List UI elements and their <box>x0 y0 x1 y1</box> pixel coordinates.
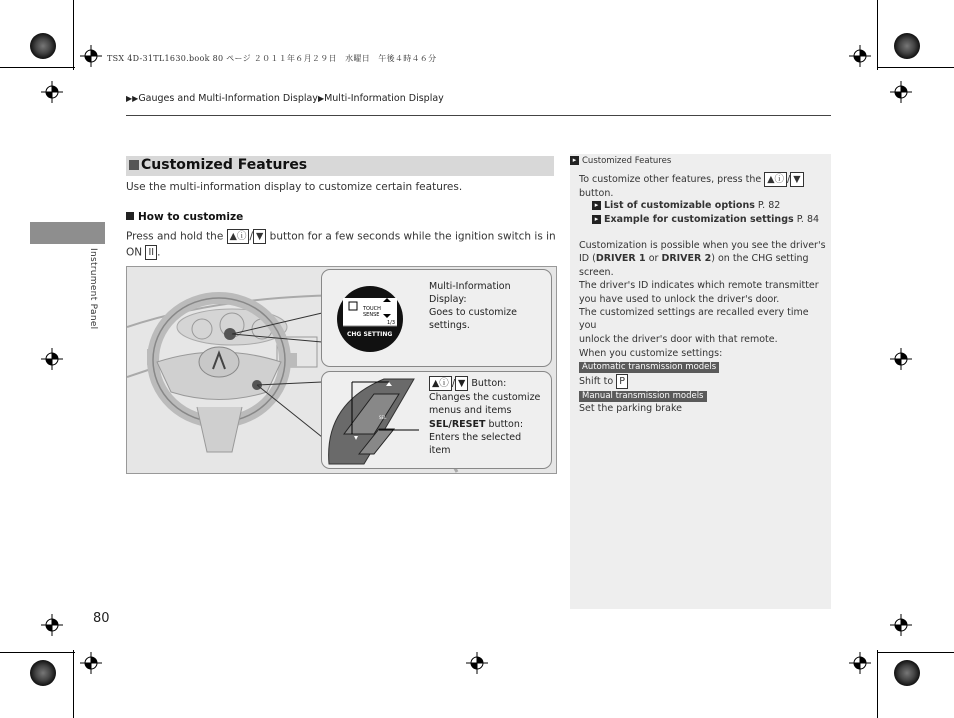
multi-info-display-icon <box>335 284 405 354</box>
registration-mark-icon <box>849 45 871 67</box>
section-title: Customized Features <box>141 157 308 173</box>
registration-mark-icon <box>849 652 871 674</box>
svg-text:SENSE: SENSE <box>363 312 380 318</box>
registration-mark-icon <box>890 614 912 636</box>
display-callout-text: Multi-Information Display: Goes to customize settings. <box>429 281 518 331</box>
sidebar-reference[interactable]: ▸ Example for customization settings P. 84 <box>592 213 819 226</box>
breadcrumb-item[interactable]: Gauges and Multi-Information Display <box>138 93 318 104</box>
display-callout <box>321 269 552 367</box>
steering-switch-icon <box>324 374 419 466</box>
reference-arrow-icon: ▸ <box>592 201 601 210</box>
reference-arrow-icon: ▸ <box>592 215 601 224</box>
svg-text:CHG SETTING: CHG SETTING <box>347 331 393 338</box>
sidebar-settings-conditions: When you customize settings: Automatic transmission models Shift to P Manual transmission models Set the parking brake <box>579 348 723 415</box>
subheading-square-icon <box>126 212 134 220</box>
chapter-tab-label: Instrument Panel <box>88 248 98 330</box>
ignition-on-icon: II <box>145 245 157 260</box>
sidebar-reference[interactable]: ▸ List of customizable options P. 82 <box>592 199 780 212</box>
breadcrumb: ▶▶Gauges and Multi-Information Display▶Multi-Information Display <box>126 93 444 104</box>
manual-transmission-tag: Manual transmission models <box>579 391 707 402</box>
registration-mark-icon <box>41 614 63 636</box>
intro-text: Use the multi-information display to customize certain features. <box>126 181 463 193</box>
arrow-button-callout-text: ▲ⓘ / ▼ Button: Changes the customize menus and items <box>429 378 541 416</box>
steering-wheel-figure <box>126 266 557 474</box>
automatic-transmission-tag: Automatic transmission models <box>579 362 719 373</box>
color-disc-bottom-left <box>30 660 56 686</box>
info-up-button-icon: ▲ⓘ <box>429 376 452 391</box>
down-button-icon: ▼ <box>253 229 266 244</box>
print-file-info: TSX 4D-31TL1630.book 80 ページ ２０１１年６月２９日 水曜日 午後４時４６分 <box>107 54 437 63</box>
park-position-icon: P <box>616 374 628 389</box>
instruction-text: Press and hold the ▲ⓘ / ▼ button for a few seconds while the ignition switch is in ON II . <box>126 230 556 258</box>
down-button-icon: ▼ <box>455 376 468 391</box>
registration-mark-icon <box>80 652 102 674</box>
registration-mark-icon <box>41 81 63 103</box>
info-up-button-icon: ▲ⓘ <box>227 229 250 244</box>
registration-mark-icon <box>890 348 912 370</box>
buttons-callout <box>321 371 552 469</box>
chapter-tab <box>30 222 105 244</box>
down-button-icon: ▼ <box>790 172 803 187</box>
registration-mark-icon <box>41 348 63 370</box>
breadcrumb-item[interactable]: Multi-Information Display <box>324 93 444 104</box>
page-number: 80 <box>93 611 110 626</box>
registration-mark-icon <box>466 652 488 674</box>
registration-mark-icon <box>80 45 102 67</box>
note-arrow-icon: ▸ <box>570 156 579 165</box>
sidebar-driver-id-note: Customization is possible when you see the driver's ID (DRIVER 1 or DRIVER 2) on the CHG setting screen. The driver's ID indicates which remote transmitter you have used to unlock the driver's door. The customized settings are recalled every time you unlock the driver's door with that remote. <box>579 240 826 345</box>
subheading: How to customize <box>126 210 243 225</box>
sidebar-intro: To customize other features, press the ▲ⓘ / ▼ button. <box>579 172 827 200</box>
info-up-button-icon: ▲ⓘ <box>764 172 787 187</box>
svg-text:1/3: 1/3 <box>387 320 396 326</box>
svg-text:TOUCH: TOUCH <box>363 306 381 312</box>
svg-text:SEL: SEL <box>379 415 387 420</box>
sel-reset-callout-text: SEL/RESET button: Enters the selected item <box>429 419 524 456</box>
color-disc-top-right <box>894 33 920 59</box>
header-divider <box>126 115 831 116</box>
color-disc-bottom-right <box>894 660 920 686</box>
registration-mark-icon <box>890 81 912 103</box>
sidebar-title: ▸ Customized Features <box>570 156 671 166</box>
heading-square-icon <box>129 160 139 170</box>
color-disc-top-left <box>30 33 56 59</box>
